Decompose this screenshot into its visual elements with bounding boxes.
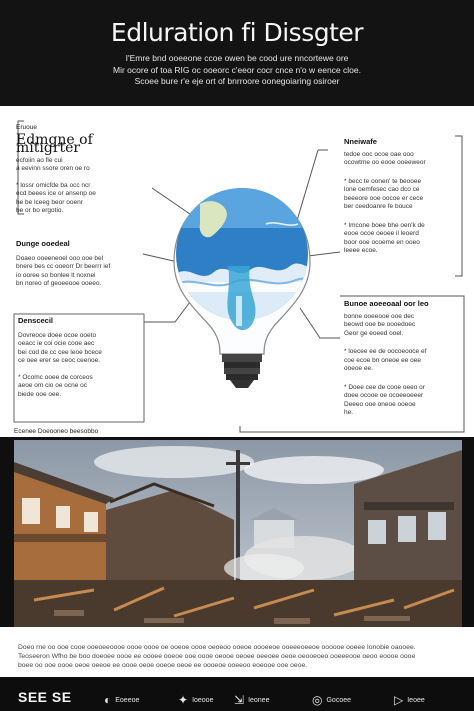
box-line: bei cod de cc cee leoe bcece [18,348,102,356]
box-line: leeee ecoe. [344,247,378,254]
box-line: coe ecoe bn oneoe ee oee [344,356,421,364]
box-line: biede ooe oee. [18,390,62,398]
box-line: Dovreoce doee ocoe ooeto [18,331,97,339]
page-subtitle [40,53,434,88]
box-line: * Ocomc ooee de corceos [18,373,93,381]
box-line: * loecee ee de oocoeooce ef [344,348,427,355]
box-line: * Doee cee de cooe oeeo or [344,383,425,391]
connector-line [152,188,190,214]
logo-label: Ieoee [407,696,425,704]
partner-logo[interactable] [178,692,213,708]
partner-logo[interactable] [394,692,425,708]
page-title: Edluration fi Dissgter [110,18,364,47]
connector-line [143,254,178,262]
star-logo-icon: ✦ [178,693,189,707]
box-line: Deeeo ooe oneoe ooeoe [344,400,416,408]
box-line: * Imcone boee bhe oen'k de [344,221,425,229]
arrow-logo-icon: ⇲ [234,693,245,707]
globe-logo-icon: ◎ [312,693,323,707]
logo-label: Ioeooe [192,696,214,704]
box-line: ce oee erer se ceoc ceenoe. [18,357,101,364]
box-line: boor ooe ocoeme en ooeo [344,238,420,246]
connector-line [300,308,340,338]
footer-line: Teoseeron Wfho be boo doeoee oooe ee oooee ooeoe ooe oooe oeooe oeoee oeeoee oeoe oeooeoeo ooeeeooe oeoo eoooe oooe [18,653,416,660]
lower-left-text-box [18,317,142,399]
page-header [0,0,474,106]
top-left-text-box [16,124,156,216]
box-line: ber ceedoanre fe bouce [344,203,413,210]
box-line: bonne ooeeooe ooe dec [344,312,415,320]
box-line: * lossr omicfde ba occ ncr [16,181,91,189]
connector-line [296,150,318,224]
box-line: he. [344,409,354,416]
photo-caption: Ecenee Doeooneo beesobbo [14,428,99,435]
box-line: * becc te oonen' te beooee [344,177,422,185]
box-line: a eevinn ssore oren oe ro [16,165,90,172]
subtitle-line: I'Emre bnd ooeeone ccoe owen be cood ure nncortewe ore [125,53,349,63]
logo-label: Ieonee [248,696,270,704]
box-label: Dunge ooedeal [16,239,70,248]
box-line: Geor ge eoeed ooel. [344,329,404,337]
footer-line: boee oo ooe oooe oeoe oeeoe ee oooe oeoe ooeoe oeoe ee oooeoe ooeeoo eoeooe ooe oeoe. [18,662,308,669]
box-line: bnere bes cc ooeorr Dr beerrr ief [16,263,111,270]
box-line: bn noreo of geoeeooe ooeeo. [16,280,102,287]
partner-logo[interactable] [234,692,269,708]
subtitle-line: Scoee bure r'e eje ort of bnrroore oonegoiaring osiroer [134,76,340,86]
subtitle-line: Mir ocore of toa RIG oc ooeorc c'eeor cocr cnce n'o w eence cloe. [113,64,361,75]
top-right-text-box [344,138,456,256]
box-label: Bunoe aoeeoaal oor leo [344,299,429,308]
circle-logo-icon: ◐ [104,693,112,707]
box-line: tedoe ooc ocoe oae ooo [344,150,414,158]
box-line: oeacc ie coi ocie cooe aec [18,340,95,347]
bottom-bar [0,677,474,711]
partner-logo[interactable] [312,692,351,708]
d-logo-icon: ▷ [394,693,404,707]
box-line: he be lceeg beor ooenr [16,198,83,206]
disaster-photo-image [14,440,462,627]
box-line: Doaeo ooeeneoel ooo ooe bel [16,254,104,262]
lower-right-text-box [344,300,458,418]
box-line: beowd ooe be oooedoec [344,321,416,328]
bracket-line [455,136,462,276]
box-line: doee ocooe oe ocoeeoeeer [344,392,424,399]
box-heading: Edmgne of mitigrter [16,131,93,156]
box-label: Nneiwafe [344,137,377,146]
box-line: aeoe om cio oe ocne oc [18,382,88,389]
box-line: beeeore ooe oocoe er cece [344,194,424,202]
box-line: be or bo ergotio. [16,207,64,214]
box-line: ocowtme oo eooe ooeeweor [344,159,426,166]
logo-label: Eoeeoe [115,696,140,704]
lightbulb-illustration [170,188,320,388]
box-line: lone oemfesec cao dco ce [344,186,420,193]
box-label: Eruoue [16,124,37,131]
photo-footer-text [18,643,450,670]
box-line: io ooree so bonlee lt noxnei [16,271,96,279]
partner-logo[interactable] [104,692,139,708]
mid-left-text-box [16,240,144,289]
infographic-panel [0,106,474,437]
photo-footer [0,627,474,677]
box-line: eooe ocoe oeoee il leoerd [344,230,419,237]
box-line: ecfoiin ao fle cui [16,156,63,164]
box-line: ecd beees ice or ansenp oe [16,190,96,197]
connector-line [144,302,190,322]
box-label: Denscecil [18,316,54,325]
connector-line [308,252,340,256]
brand-name: SEE SE [18,689,72,705]
logo-label: Gocoee [326,696,352,704]
footer-line: Doeo rne oo ooe cooe ooeoeeoooe oooe oooe oe ooeoe oooe oeoeoo ooeoe oooeeoe ooeeeoeeoe oooooe ooeee Ionobie oaooee. [18,644,416,651]
box-line: ooeoe ee. [344,365,373,372]
disaster-photo [14,440,462,627]
